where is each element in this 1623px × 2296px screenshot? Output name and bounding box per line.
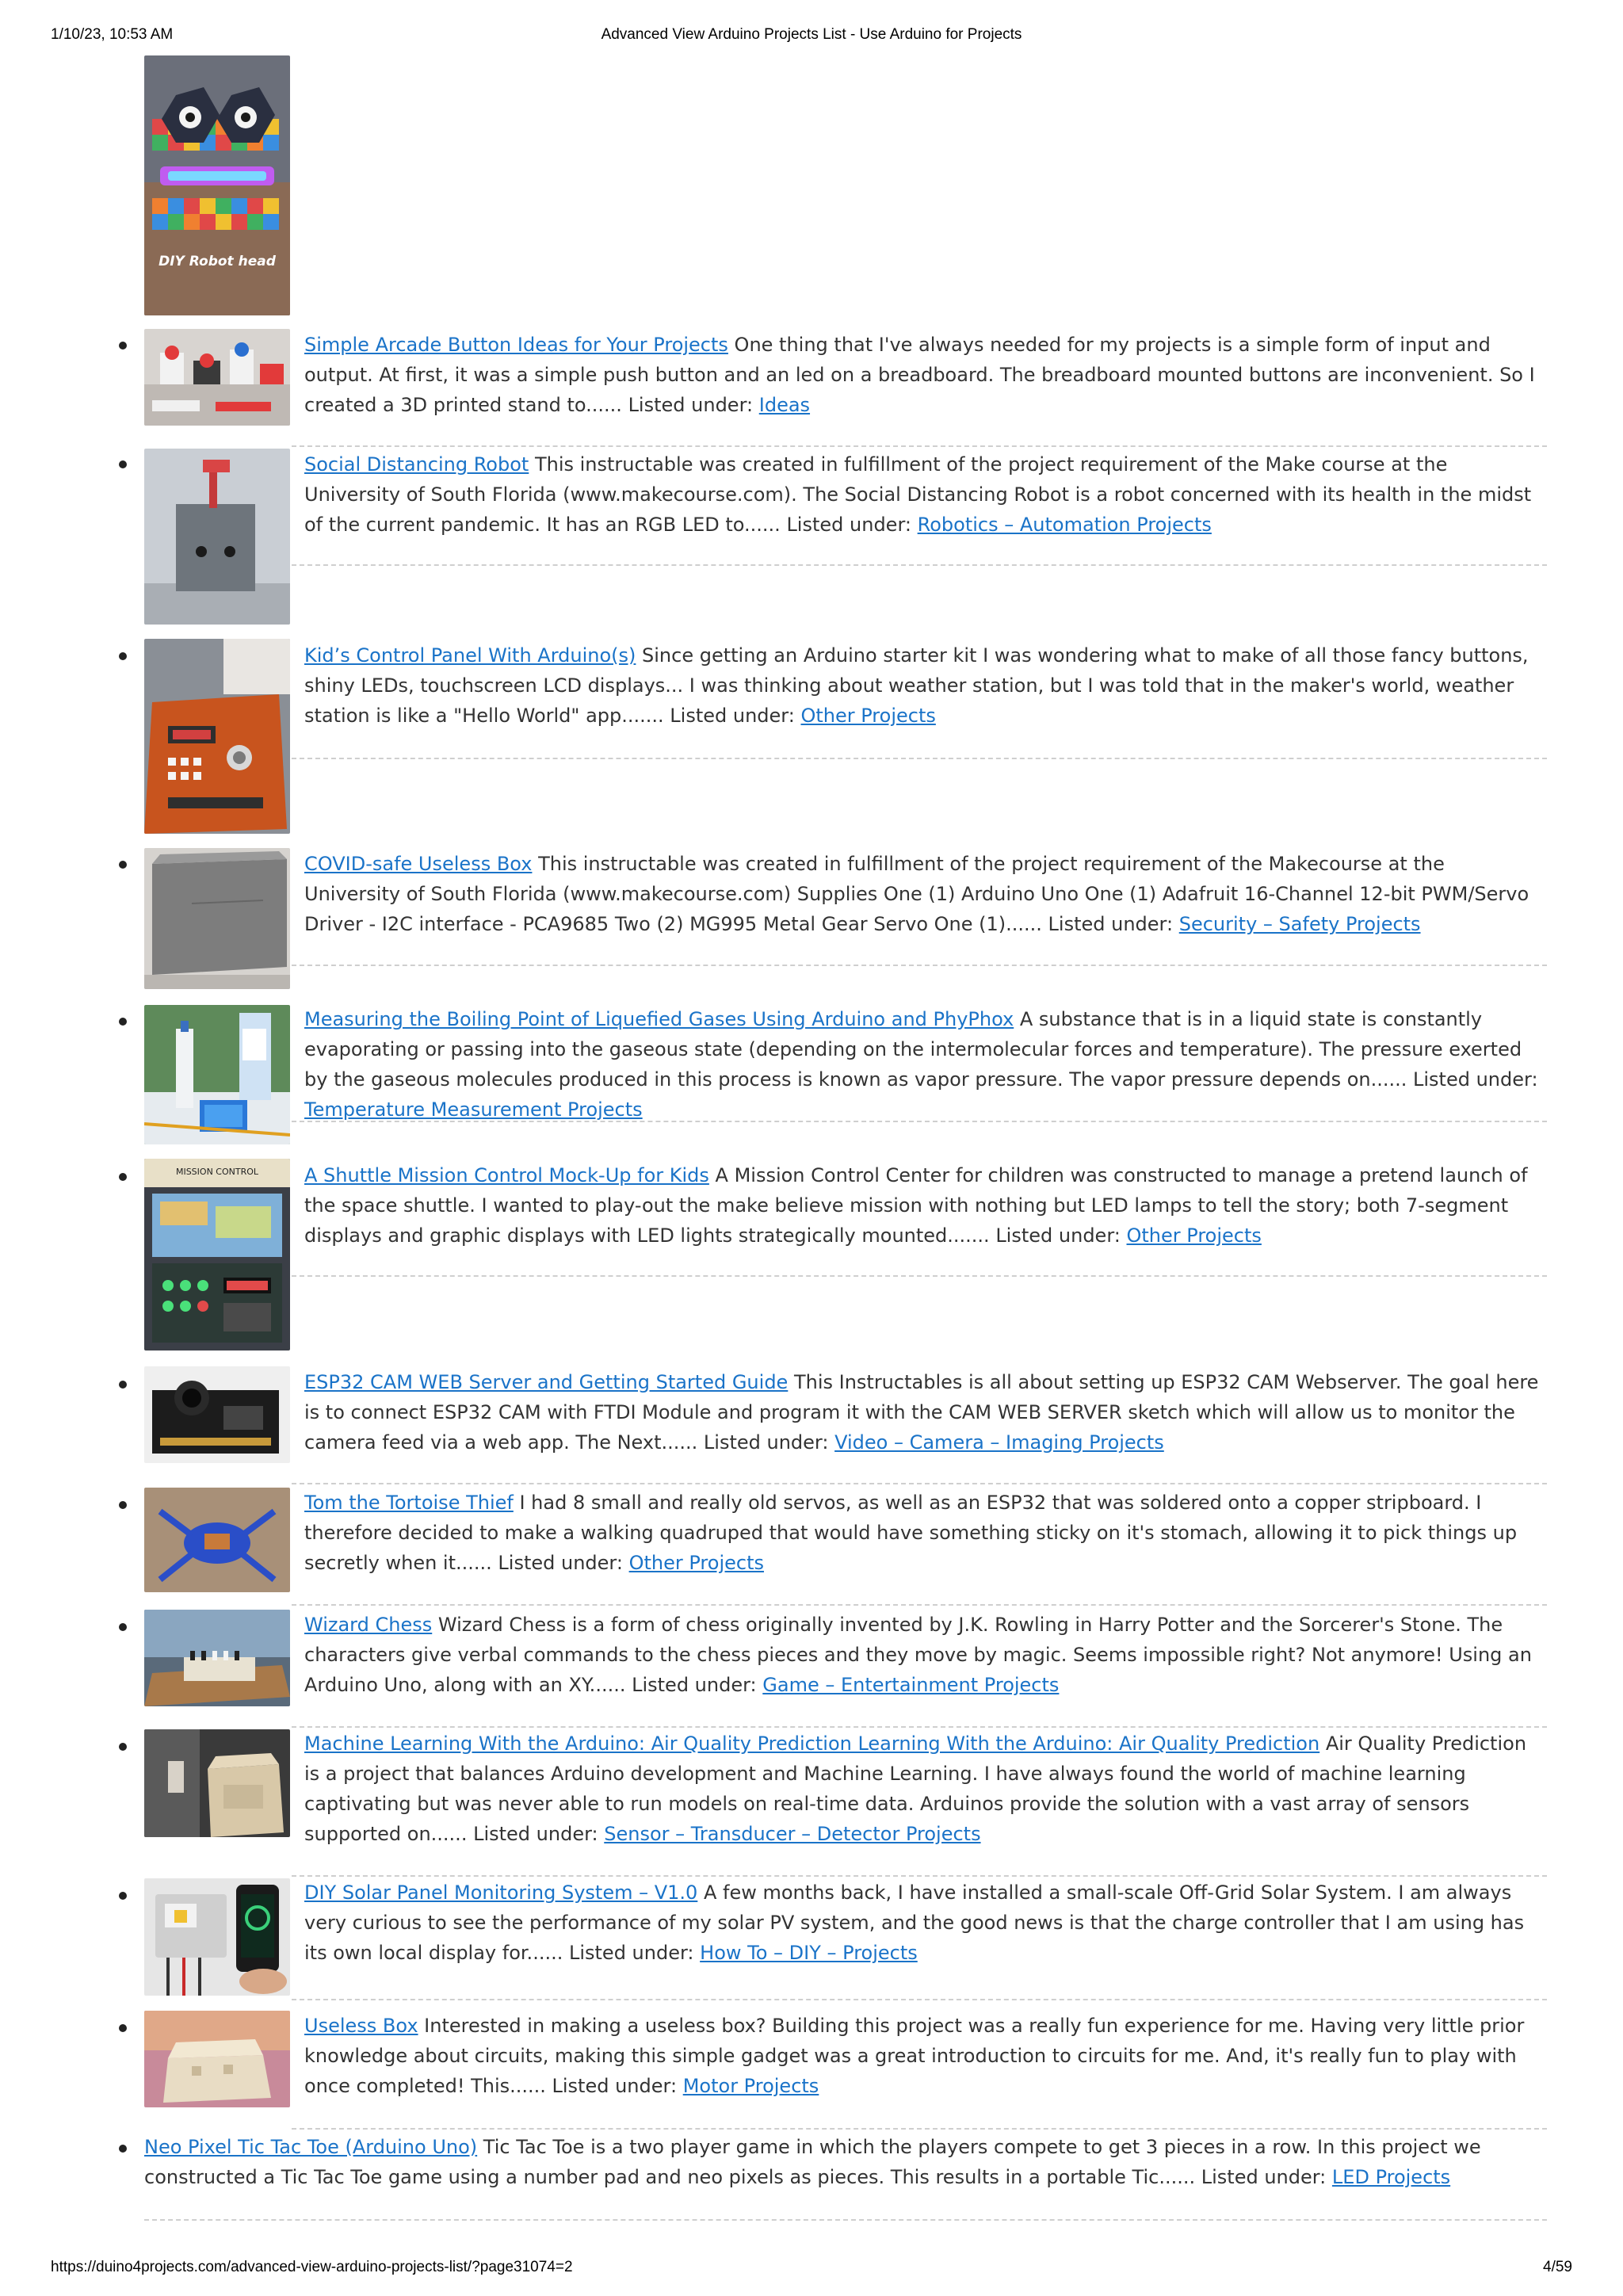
mission-control-photo [144, 1159, 290, 1350]
print-footer [0, 2259, 1623, 2279]
listed-under-label: Listed under: [473, 1823, 598, 1845]
bullet [119, 1173, 127, 1181]
entry-body [304, 849, 1545, 939]
entry-description: Tic Tac Toe is a two player game in which the players compete to get 3 pieces in a row. In this project we constructed a Tic Tac Toe game using a number pad and neo pixels as pieces. This results in a portable Tic...... [144, 2136, 1481, 2188]
entry-separator [144, 2219, 1547, 2221]
listed-under-label: Listed under: [786, 514, 911, 536]
entry-body [304, 640, 1545, 731]
entry-thumbnail[interactable] [144, 1159, 290, 1350]
entry-description: Wizard Chess is a form of chess originally invented by J.K. Rowling in Harry Potter and the Sorcerer's Stone. The characters give verbal commands to the chess pieces and they move by magic. Seems impossible right? Not anymore! Using an Arduino Uno, along with an XY...... [304, 1614, 1532, 1696]
entry-category-link[interactable]: LED Projects [1331, 2166, 1451, 2188]
entry-category-link[interactable]: Game – Entertainment Projects [762, 1674, 1060, 1696]
entry-category-link[interactable]: Ideas [758, 394, 811, 416]
entry-body [304, 1488, 1545, 1578]
entry-description: A Mission Control Center for children was constructed to manage a pretend launch of the space shuttle. I wanted to play-out the make believe mission with nothing but LED lamps to tell the story; both 7-segment displays and graphic displays with LED lights strategically mounted....... [304, 1164, 1528, 1247]
entry-category-link[interactable]: Robotics – Automation Projects [917, 514, 1212, 536]
entry-title-link[interactable]: Useless Box [304, 2015, 418, 2037]
entry-title-link[interactable]: Machine Learning With the Arduino: Air Quality Prediction Learning With the Arduino: Air Quality Prediction [304, 1733, 1320, 1755]
entry-separator [292, 1604, 1547, 1606]
entry-thumbnail[interactable] [144, 1366, 290, 1463]
print-page-title: Advanced View Arduino Projects List - Use Arduino for Projects [601, 26, 1022, 43]
listed-under-label: Listed under: [995, 1224, 1121, 1247]
bullet [119, 1892, 127, 1900]
print-datetime: 1/10/23, 10:53 AM [51, 26, 174, 43]
entry-description: This Instructables is all about setting up ESP32 CAM Webserver. The goal here is to connect ESP32 CAM with FTDI Module and program it with the CAM WEB SERVER sketch which will allow us to monitor the camera feed via a web app. The Next...... [304, 1371, 1539, 1454]
entry-title-link[interactable]: Tom the Tortoise Thief [304, 1492, 514, 1514]
entry-title-link[interactable]: DIY Solar Panel Monitoring System – V1.0 [304, 1881, 698, 1904]
listed-under-label: Listed under: [552, 2075, 678, 2097]
entry-description: I had 8 small and really old servos, as well as an ESP32 that was soldered onto a copper stripboard. I therefore decided to make a walking quadruped that would have something sticky on it's stomach, allowing it to pick things up secretly when it...... [304, 1492, 1518, 1574]
bullet [119, 1381, 127, 1389]
entry-thumbnail[interactable] [144, 449, 290, 625]
covid-useless-box-photo [144, 848, 290, 989]
entry-separator [292, 445, 1547, 447]
entry-description: Since getting an Arduino starter kit I was wondering what to make of all those fancy buttons, shiny LEDs, touchscreen LCD displays... I was thinking about weather station, but I was told that in the maker's world, weather station is like a "Hello World" app....... [304, 644, 1529, 727]
tortoise-robot-photo [144, 1488, 290, 1592]
entry-category-link[interactable]: Temperature Measurement Projects [304, 1098, 643, 1121]
entry-body [304, 1729, 1545, 1849]
entry-separator [292, 965, 1547, 966]
entry-description: This instructable was created in fulfillment of the project requirement of the Makecourse at the University of South Florida (www.makecourse.com) Supplies One (1) Arduino Uno One (1) Adafruit 16-Channel 12-bit PWM/Servo Driver - I2C interface - PCA9685 Two (2) MG995 Metal Gear Servo One (1)...... [304, 853, 1529, 935]
entry-thumbnail[interactable] [144, 2011, 290, 2107]
entry-title-link[interactable]: ESP32 CAM WEB Server and Getting Started Guide [304, 1371, 789, 1393]
entry-separator [292, 1875, 1547, 1877]
entry-title-link[interactable]: COVID-safe Useless Box [304, 853, 533, 875]
entry-title-link[interactable]: Kid’s Control Panel With Arduino(s) [304, 644, 636, 667]
entry-thumbnail[interactable] [144, 1005, 290, 1144]
bullet [119, 1743, 127, 1751]
entry-body [304, 1878, 1545, 1968]
entry-category-link[interactable]: Sensor – Transducer – Detector Projects [604, 1823, 981, 1845]
entry-separator [292, 1999, 1547, 2000]
listed-under-label: Listed under: [628, 394, 754, 416]
robot-head-image[interactable] [144, 55, 290, 315]
listed-under-label: Listed under: [568, 1942, 694, 1964]
entry-separator [292, 1483, 1547, 1484]
entry-thumbnail[interactable] [144, 1729, 290, 1837]
entry-body [304, 1160, 1545, 1251]
entry-separator [292, 1275, 1547, 1277]
entry-description: A substance that is in a liquid state is constantly evaporating or passing into the gaseous state (depending on the intermolecular forces and temperature). The pressure exerted by the gaseous molecules produced in this process is known as vapor pressure. The vapor pressure depends on...... [304, 1008, 1522, 1091]
listed-under-label: Listed under: [1048, 913, 1174, 935]
entry-thumbnail[interactable] [144, 1878, 290, 1996]
entry-body [304, 1004, 1545, 1125]
entry-description: A few months back, I have installed a small-scale Off-Grid Solar System. I am always very curious to see the performance of my solar PV system, and the good news is that the charge controller that I am using has its own local display for...... [304, 1881, 1525, 1964]
entry-category-link[interactable]: Motor Projects [682, 2075, 819, 2097]
esp32-cam-photo [144, 1366, 290, 1463]
air-quality-photo [144, 1729, 290, 1837]
entry-thumbnail[interactable] [144, 1610, 290, 1706]
kids-control-panel-photo [144, 639, 290, 834]
entry-body [304, 449, 1545, 540]
arcade-button-photo [144, 329, 290, 426]
print-page-number: 4/59 [1543, 2259, 1572, 2275]
entry-title-link[interactable]: Social Distancing Robot [304, 453, 529, 476]
entry-description: Interested in making a useless box? Building this project was a really fun experience for me. Having very little prior knowledge about circuits, making this simple gadget was a great introduction to circuits for me. And, it's really fun to play with once completed! This...... [304, 2015, 1525, 2097]
social-distancing-robot-photo [144, 449, 290, 625]
bullet [119, 1501, 127, 1509]
print-url: https://duino4projects.com/advanced-view-arduino-projects-list/?page31074=2 [51, 2259, 573, 2275]
entry-category-link[interactable]: Other Projects [800, 705, 936, 727]
bullet [119, 652, 127, 660]
entry-title-link[interactable]: A Shuttle Mission Control Mock-Up for Kids [304, 1164, 709, 1186]
listed-under-label: Listed under: [498, 1552, 623, 1574]
mission-control-sign: MISSION CONTROL [175, 1167, 259, 1177]
entry-description: This instructable was created in fulfillment of the project requirement of the Make course at the University of South Florida (www.makecourse.com). The Social Distancing Robot is a robot concerned with its health in the midst of the current pandemic. It has an RGB LED to...... [304, 453, 1532, 536]
entry-body [304, 2011, 1545, 2101]
entry-title-link[interactable]: Simple Arcade Button Ideas for Your Projects [304, 334, 728, 356]
entry-separator [292, 1726, 1547, 1728]
entry-thumbnail[interactable] [144, 329, 290, 426]
entry-title-link[interactable]: Wizard Chess [304, 1614, 433, 1636]
entry-thumbnail[interactable] [144, 639, 290, 834]
entry-body [144, 2132, 1545, 2192]
entry-separator [292, 564, 1547, 566]
entry-category-link[interactable]: Other Projects [1126, 1224, 1262, 1247]
entry-description: One thing that I've always needed for my projects is a simple form of input and output. At first, it was a simple push button and an led on a breadboard. The breadboard mounted buttons are inconvenient. So I created a 3D printed stand to...... [304, 334, 1535, 416]
entry-body [304, 1367, 1545, 1457]
useless-box-photo [144, 2011, 290, 2107]
listed-under-label: Listed under: [1201, 2166, 1327, 2188]
bullet [119, 342, 127, 350]
entry-separator [292, 2128, 1547, 2130]
entry-thumbnail[interactable] [144, 1488, 290, 1592]
entry-category-link[interactable]: Security – Safety Projects [1178, 913, 1421, 935]
robot-head-caption: DIY Robot head [158, 254, 276, 269]
listed-under-label: Listed under: [632, 1674, 757, 1696]
entry-body [304, 1610, 1545, 1700]
listed-under-label: Listed under: [670, 705, 795, 727]
robot-head-illustration [144, 55, 290, 315]
entry-category-link[interactable]: Video – Camera – Imaging Projects [834, 1431, 1164, 1454]
bullet [119, 1623, 127, 1631]
entry-separator [292, 758, 1547, 759]
bullet [119, 2145, 127, 2153]
entry-category-link[interactable]: How To – DIY – Projects [700, 1942, 918, 1964]
bullet [119, 1018, 127, 1026]
boiling-point-photo [144, 1005, 290, 1144]
entry-category-link[interactable]: Other Projects [628, 1552, 764, 1574]
bullet [119, 2024, 127, 2032]
solar-monitor-photo [144, 1878, 290, 1996]
bullet [119, 861, 127, 869]
bullet [119, 460, 127, 468]
entry-description: Air Quality Prediction is a project that balances Arduino development and Machine Learning. I have always found the world of machine learning captivating but was never able to run models on real-time data. Arduinos provide the solution with a vast array of sensors supported on...... [304, 1733, 1527, 1845]
entry-thumbnail[interactable] [144, 848, 290, 989]
entry-body [304, 330, 1545, 420]
wizard-chess-photo [144, 1610, 290, 1706]
entry-separator [292, 1121, 1547, 1122]
listed-under-label: Listed under: [703, 1431, 829, 1454]
entry-title-link[interactable]: Neo Pixel Tic Tac Toe (Arduino Uno) [144, 2136, 478, 2158]
entry-title-link[interactable]: Measuring the Boiling Point of Liquefied Gases Using Arduino and PhyPhox [304, 1008, 1014, 1030]
listed-under-label: Listed under: [1413, 1068, 1538, 1091]
